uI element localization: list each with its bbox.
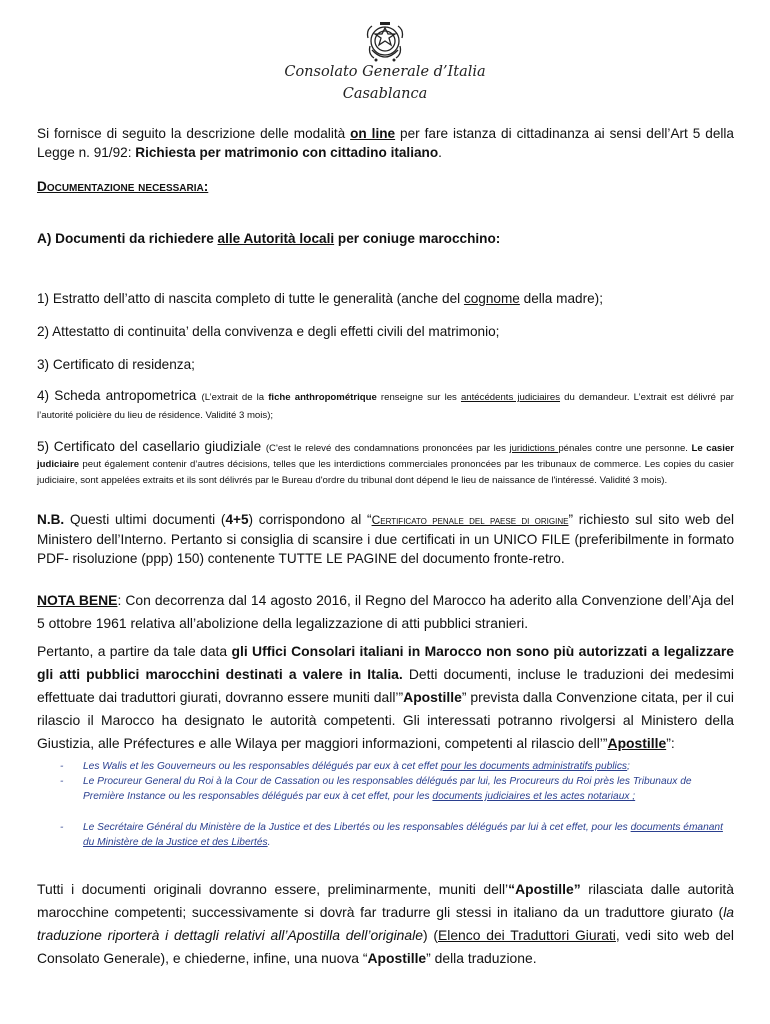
final-text-3: ) ( — [422, 927, 438, 943]
item-4-note-bold: fiche anthropométrique — [268, 392, 377, 403]
list-item — [60, 774, 734, 804]
pertanto-text-4: ”: — [666, 735, 675, 751]
nb-text-2: ) corrispondono al “ — [248, 512, 372, 527]
item-5-note-underline: juridictions — [509, 443, 559, 454]
translation-note: la traduzione riporterà i dettagli relativi all’Apostilla dell’originale — [37, 904, 734, 943]
item-1-text: 1) Estratto dell’atto di nascita completo di tutte le generalità (anche del — [37, 291, 464, 306]
nb-numbers: 4+5 — [225, 512, 249, 527]
bullet-text: Les Walis et les Gouverneurs ou les responsables délégués par eux à cet effet — [83, 761, 441, 772]
nb-label: N.B. — [37, 512, 65, 527]
nb-text-3: ” richiesto sul sito web del Ministero dell’Interno. Pertanto si consiglia di scansire i due certificati in un UNICO FILE (preferibilmente in formato PDF- risoluzione (ppp) 150) contenente TUTTE LE PAGINE del documento fronte-retro. — [37, 512, 734, 566]
item-4-note-2: renseigne sur les — [376, 392, 461, 403]
intro-text-2: per fare istanza di cittadinanza ai sensi dell’Art 5 della Legge n. 91/92: — [37, 126, 734, 160]
list-item-1 — [37, 289, 734, 308]
list-item-2: 2) Attestatto di continuita’ della convivenza e degli effetti civili del matrimonio; — [37, 324, 500, 339]
bullet-underline: documents judiciaires et les actes notariaux ; — [432, 791, 636, 802]
pertanto-text: Pertanto, a partire da tale data — [37, 643, 232, 659]
bullet-underline: pour les documents administratifs publics — [440, 761, 628, 772]
nb-text: Questi ultimi documenti ( — [64, 512, 226, 527]
item-4-note-3: du demandeur. L’extrait est délivré par l’autorité policière du lieu de résidence. Validité 3 mois); — [37, 392, 734, 421]
bullet-dash: - — [60, 761, 64, 772]
nota-bene-label: NOTA BENE — [37, 592, 118, 608]
item-1-surname: cognome — [463, 291, 520, 306]
bullet-end: . — [267, 837, 271, 848]
intro-paragraph — [37, 124, 734, 162]
apostille-term-4: Apostille — [367, 950, 427, 966]
list-item — [60, 759, 734, 774]
apostille-term: Apostille — [403, 689, 462, 705]
list-item-4 — [37, 387, 734, 423]
item-4-note: (L’extrait de la — [201, 392, 269, 403]
item-5-note-2: pénales contre une personne. — [558, 443, 692, 454]
item-5-text: 5) Certificato del casellario giudiziale — [37, 439, 266, 454]
pertanto-text-3: ” prevista dalla Convenzione citata, per il cui rilascio il Marocco ha designato le autorità competenti. Gli interessati potranno rivolgersi al Ministero della Giustizia, alle Préfectures e alle Wilaya per maggiori informazioni, competenti al rilascio dell’” — [37, 689, 734, 751]
item-5-note-bold: Le casier judiciaire — [37, 443, 735, 470]
sworn-translators-link[interactable]: Elenco dei Traduttori Giurati — [437, 927, 616, 943]
final-text-4: , vedi sito web del Consolato Generale), e chiederne, infine, una nuova “ — [37, 927, 734, 966]
intro-text: Si fornisce di seguito la descrizione delle modalità — [37, 126, 351, 141]
list-item-3: 3) Certificato di residenza; — [37, 357, 195, 372]
final-text: Tutti i documenti originali dovranno essere, preliminarmente, muniti dell’ — [37, 881, 509, 897]
online-term: on line — [350, 126, 396, 141]
list-item-5 — [37, 440, 734, 488]
item-1-text-2: della madre); — [519, 291, 603, 306]
bullet-dash: - — [60, 822, 64, 833]
pertanto-bold: gli Uffici Consolari italiani in Marocco non sono più autorizzati a legalizzare gli atti pubblici marocchini destinati a valere in Italia. — [37, 643, 734, 682]
final-text-5: ” della traduzione. — [426, 950, 537, 966]
list-item — [60, 820, 734, 850]
section-a-heading — [37, 229, 734, 248]
bullet-end: ; — [627, 761, 630, 772]
italian-republic-emblem-icon — [362, 20, 408, 66]
bullet-dash: - — [60, 776, 64, 787]
nota-bene-paragraph — [37, 589, 734, 635]
bullet-underline: documents émanant du Ministère de la Justice et des Libertés — [83, 822, 723, 848]
nota-bene-text: : Con decorrenza dal 14 agosto 2016, il Regno del Marocco ha aderito alla Convenzione dell’Aja del 5 ottobre 1961 relativa all’abolizione della legalizzazione di atti pubblici stranieri. — [37, 592, 734, 631]
section-a-text-2: per coniuge marocchino: — [334, 231, 501, 246]
intro-text-3: . — [438, 145, 442, 160]
pertanto-text-2: Detti documenti, incluse le traduzioni dei medesimi effettuate dai traduttori giurati, dovranno essere muniti dall’” — [37, 666, 734, 705]
apostille-term-3: “Apostille” — [508, 881, 581, 897]
bullet-text: Le Secrétaire Général du Ministère de la Justice et des Libertés ou les responsables délégués par lui à cet effet, pour les — [83, 822, 631, 833]
nb-paragraph — [37, 510, 734, 568]
local-authorities: alle Autorità locali — [217, 231, 335, 246]
item-5-note: (C'est le relevé des condamnations prononcées par les — [265, 443, 510, 454]
final-paragraph — [37, 878, 734, 970]
section-a-text: A) Documenti da richiedere — [37, 231, 218, 246]
consulate-title: Consolato Generale d’Italia — [284, 64, 486, 80]
request-type: Richiesta per matrimonio con cittadino italiano — [135, 145, 439, 160]
item-4-text: 4) Scheda antropometrica — [37, 388, 202, 403]
bullet-text: Le Procureur General du Roi à la Cour de Cassation ou les responsables délégués par lui, les Procureurs du Roi près les Tribunaux de Première Instance ou les responsables délégués par eux à cet effet, pour les — [83, 776, 692, 802]
apostille-term-2: Apostille — [607, 735, 667, 751]
item-5-note-3: peut également contenir d’autres décisions, telles que les interdictions commerciales prononcées par les tribunaux de commerce. Les copies du casier judiciaire, sont appelées extraits et ils sont délivrés par le Bureau d'ordre du tribunal dont dépend le lieu de naissance de l'intéressé. Validité 3 mois). — [37, 459, 734, 486]
consulate-city: Casablanca — [342, 86, 428, 102]
documentation-heading: Documentazione necessaria: — [37, 179, 209, 194]
final-text-2: rilasciata dalle autorità marocchine competenti; successivamente si dovrà far tradurre gli stessi in italiano da un traduttore giurato ( — [37, 881, 734, 920]
pertanto-paragraph — [37, 640, 734, 755]
item-4-note-underline: antécédents judiciaires — [460, 392, 561, 403]
certificate-name: Certificato penale del paese di origine — [371, 513, 569, 527]
